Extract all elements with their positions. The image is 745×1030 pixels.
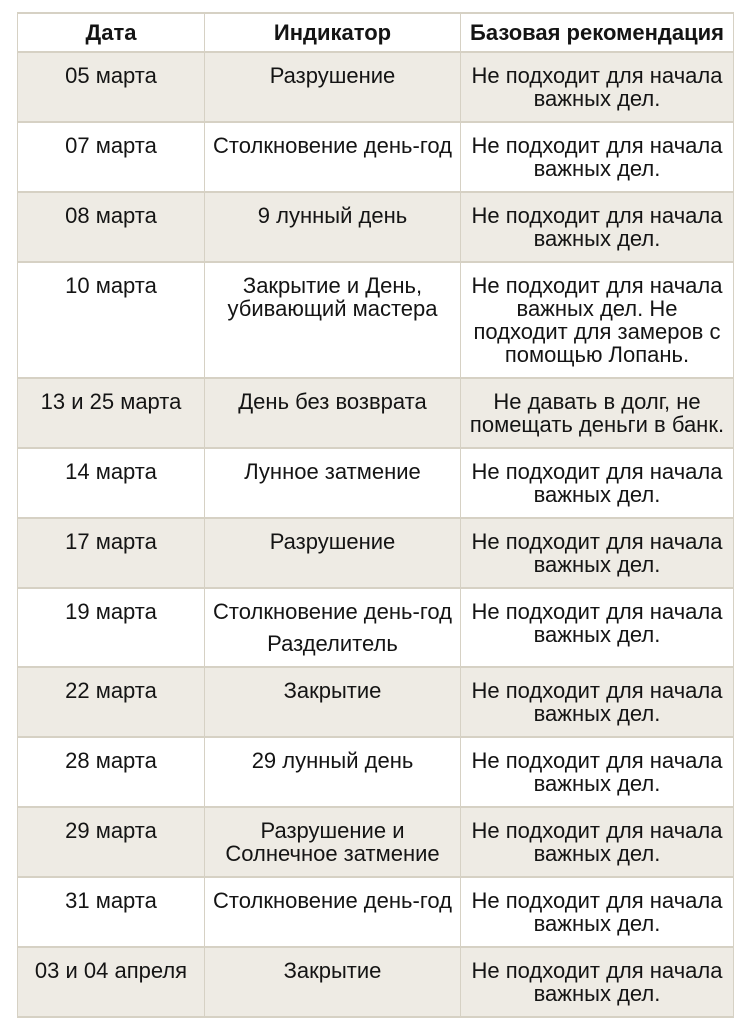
indicator-cell	[205, 448, 461, 518]
recommendation-cell: Не давать в долг, не помещать деньги в банк.	[461, 378, 734, 448]
recommendation-cell: Не подходит для начала важных дел.	[461, 192, 734, 262]
recommendation-cell: Не подходит для начала важных дел.	[461, 737, 734, 807]
recommendation-cell: Не подходит для начала важных дел.	[461, 122, 734, 192]
recommendation-cell: Не подходит для начала важных дел.	[461, 518, 734, 588]
date-cell: 31 марта	[18, 877, 205, 947]
date-cell: 10 марта	[18, 262, 205, 378]
date-cell: 29 марта	[18, 807, 205, 877]
indicator-text: Разрушение и Солнечное затмение	[225, 818, 440, 866]
indicator-cell	[205, 667, 461, 737]
recommendation-cell: Не подходит для начала важных дел.	[461, 448, 734, 518]
table-row	[18, 518, 734, 588]
date-cell: 07 марта	[18, 122, 205, 192]
indicator-text: Закрытие и День, убивающий мастера	[227, 273, 438, 321]
column-header-date: Дата	[18, 13, 205, 52]
recommendation-cell: Не подходит для начала важных дел. Не подходит для замеров с помощью Лопань.	[461, 262, 734, 378]
recommendation-cell: Не подходит для начала важных дел.	[461, 588, 734, 667]
table-row	[18, 807, 734, 877]
indicator-cell	[205, 947, 461, 1017]
indicator-text: Закрытие	[283, 958, 382, 983]
indicator-cell	[205, 877, 461, 947]
date-cell: 22 марта	[18, 667, 205, 737]
date-cell: 08 марта	[18, 192, 205, 262]
date-cell: 14 марта	[18, 448, 205, 518]
table-row	[18, 192, 734, 262]
table-header	[18, 13, 734, 52]
indicator-text: 29 лунный день	[251, 748, 414, 773]
column-header-indicator: Индикатор	[205, 13, 461, 52]
table-row	[18, 877, 734, 947]
table-row	[18, 52, 734, 122]
header-row	[18, 13, 734, 52]
indicator-cell	[205, 518, 461, 588]
recommendation-cell: Не подходит для начала важных дел.	[461, 667, 734, 737]
indicator-text: 9 лунный день	[257, 203, 408, 228]
indicator-cell	[205, 737, 461, 807]
table-row	[18, 737, 734, 807]
column-header-recommendation: Базовая рекомендация	[461, 13, 734, 52]
table-row	[18, 947, 734, 1017]
table-row	[18, 378, 734, 448]
indicator-text: Столкновение день-год	[213, 599, 452, 624]
date-cell: 13 и 25 марта	[18, 378, 205, 448]
indicator-text: Закрытие	[283, 678, 382, 703]
indicator-cell	[205, 588, 461, 667]
table-body	[18, 52, 734, 1017]
indicator-text: Разрушение	[269, 63, 396, 88]
date-cell: 03 и 04 апреля	[18, 947, 205, 1017]
date-cell: 05 марта	[18, 52, 205, 122]
table-row	[18, 262, 734, 378]
date-cell: 17 марта	[18, 518, 205, 588]
indicator-cell	[205, 807, 461, 877]
indicator-text: Разрушение	[269, 529, 396, 554]
table-row	[18, 588, 734, 667]
table-row	[18, 667, 734, 737]
indicator-cell	[205, 262, 461, 378]
indicator-cell	[205, 122, 461, 192]
indicator-cell	[205, 378, 461, 448]
date-cell: 19 марта	[18, 588, 205, 667]
indicator-cell	[205, 192, 461, 262]
indicator-text: Столкновение день-год	[213, 133, 452, 158]
indicator-text: Лунное затмение	[244, 459, 421, 484]
indicator-text: День без возврата	[238, 389, 427, 414]
recommendation-cell: Не подходит для начала важных дел.	[461, 52, 734, 122]
recommendation-cell: Не подходит для начала важных дел.	[461, 807, 734, 877]
recommendation-cell: Не подходит для начала важных дел.	[461, 877, 734, 947]
recommendations-table	[17, 12, 734, 1018]
table-row	[18, 122, 734, 192]
indicator-cell	[205, 52, 461, 122]
date-cell: 28 марта	[18, 737, 205, 807]
recommendation-cell: Не подходит для начала важных дел.	[461, 947, 734, 1017]
indicator-text: Столкновение день-год	[213, 888, 452, 913]
table-row	[18, 448, 734, 518]
indicator-text: Разделитель	[267, 631, 398, 656]
